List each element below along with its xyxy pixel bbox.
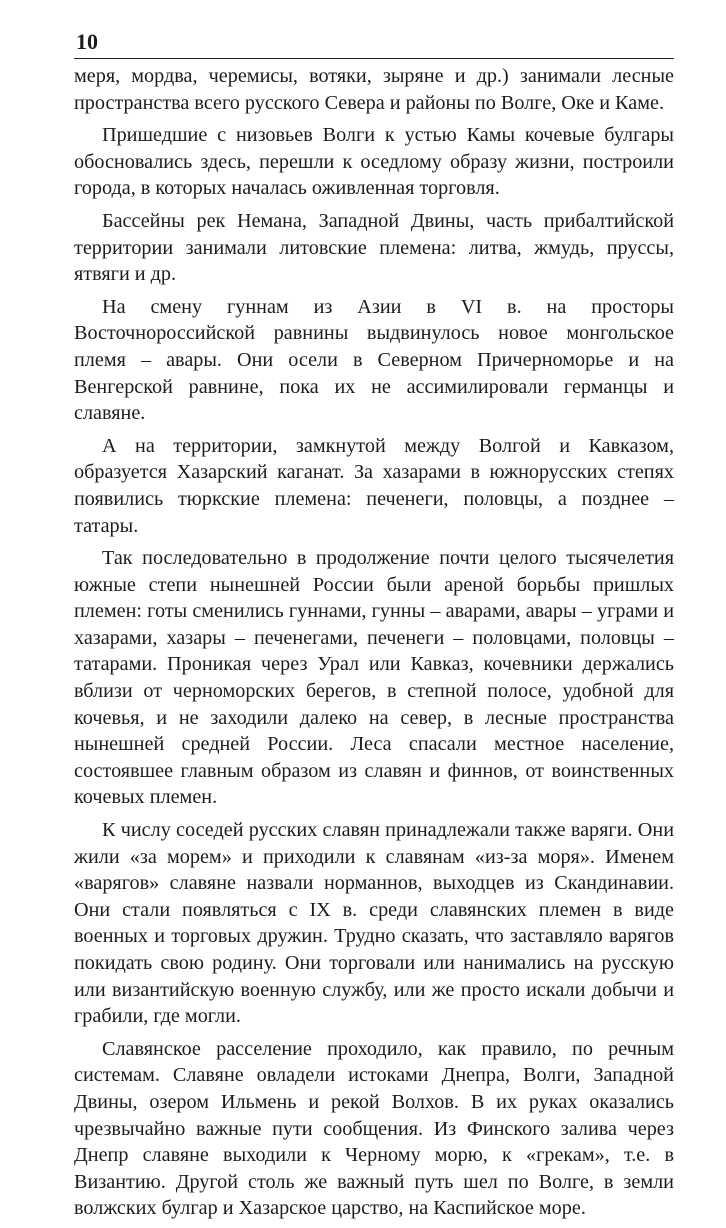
paragraph-1: меря, мордва, черемисы, вотяки, зыряне и др.) занимали лесные пространства всего русского Севера и районы по Волге, Оке и Каме. [74, 65, 674, 114]
paragraph-7: К числу соседей русских славян принадлежали также варяги. Они жили «за морем» и приходили к славянам «из-за моря». Именем «варягов» славяне назвали норманнов, выходцев из Скандинавии. Они стали появляться с IX в. среди славянских племен в виде военных и торговых дружин. Трудно сказать, что заставляло варягов покидать свою родину. Они торговали или нанимались на русскую или византийскую военную службу, или же просто искали добычи и грабили, где могли. [74, 819, 674, 1028]
paragraph-5: А на территории, замкнутой между Волгой и Кавказом, образуется Хазарский каганат. За хазарами в южнорусских степях появились тюркские племена: печенеги, половцы, а позднее – татары. [74, 434, 674, 537]
header-rule [74, 58, 674, 59]
book-page [74, 28, 674, 1228]
page-number: 10 [76, 29, 98, 54]
paragraph-2: Пришедшие с низовьев Волги к устью Камы кочевые булгары обосновались здесь, перешли к оседлому образу жизни, построили города, в которых началась оживленная торговля. [74, 124, 674, 200]
paragraph-3: Бассейны рек Немана, Западной Двины, часть прибалтийской территории занимали литовские племена: литва, жмудь, пруссы, ятвяги и др. [74, 209, 674, 286]
paragraph-4: На смену гуннам из Азии в VI в. на просторы Восточнороссийской равнины выдвинулось новое монгольское племя – авары. Они осели в Северном Причерноморье и на Венгерской равнине, пока их не ассимилировали германцы и славяне. [74, 295, 674, 425]
paragraph-8: Славянское расселение проходило, как правило, по речным системам. Славяне овладели истоками Днепра, Волги, Западной Двины, озером Ильмень и рекой Волхов. В их руках оказались чрезвычайно важные пути сообщения. Из Финского залива через Днепр славяне выходили к Черному морю, к «грекам», т.е. в Византию. Другой столь же важный путь шел по Волге, в земли волжских булгар и Хазарское царство, на Каспийское море. [74, 1037, 674, 1220]
paragraph-6: Так последовательно в продолжение почти целого тысячелетия южные степи нынешней России были ареной борьбы пришлых племен: готы сменились гуннами, гунны – аварами, авары – уграми и хазарами, хазары – печенегами, печенеги – половцами, половцы – татарами. Проникая через Урал или Кавказ, кочевники держались вблизи от черноморских берегов, в степной полосе, удобной для кочевья, и не заходили далеко на север, в лесные пространства нынешней средней России. Леса спасали местное население, состоявшее главным образом из славян и финнов, от воинственных кочевых племен. [74, 547, 674, 809]
